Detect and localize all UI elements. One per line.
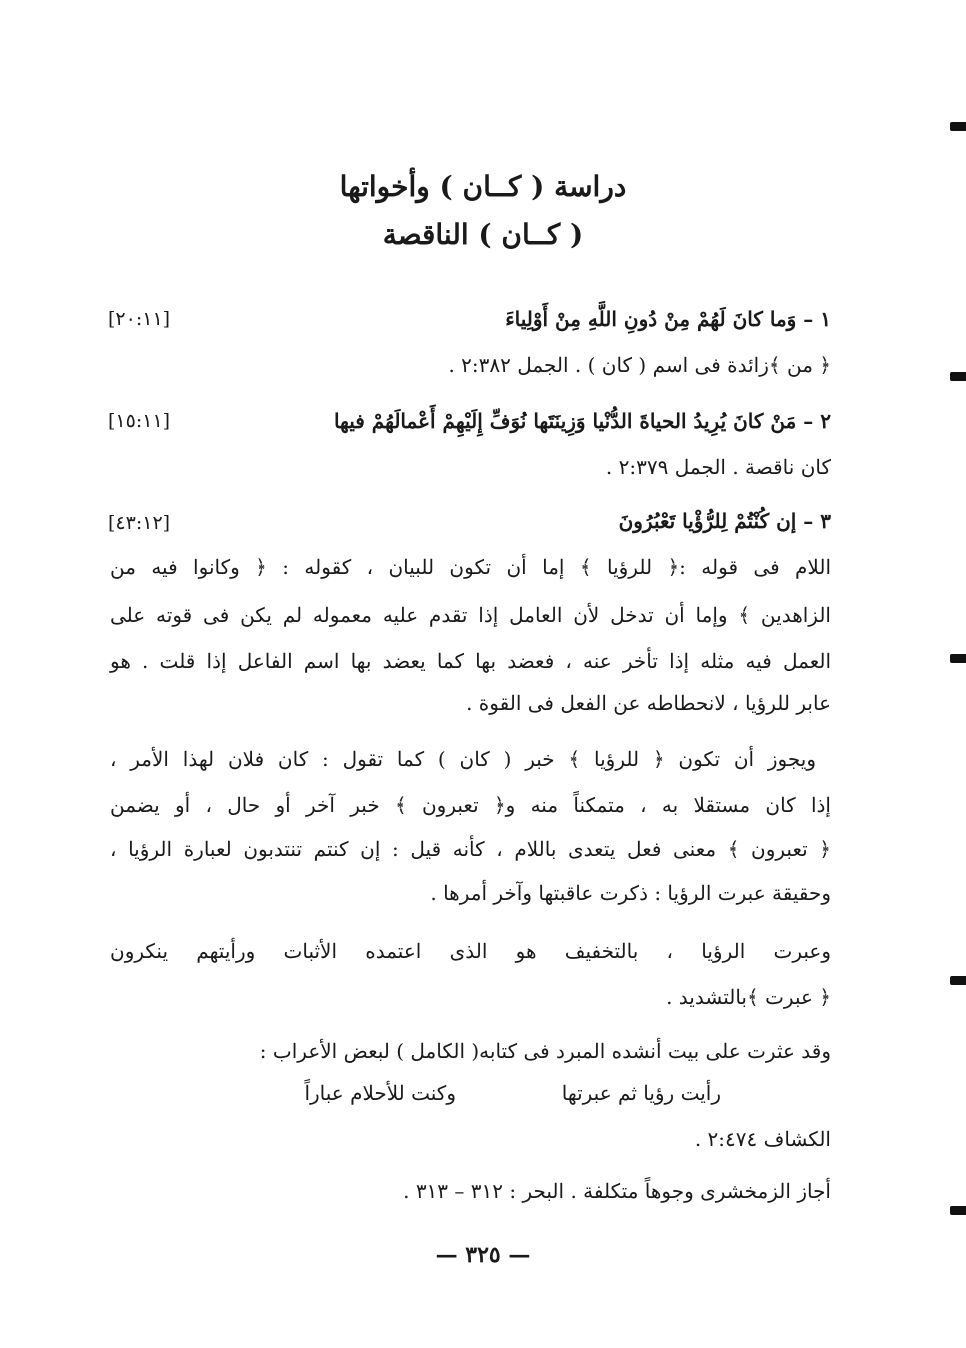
verse-1-note: ﴿ من ﴾زائدة فى اسم ( كان ) . الجمل ٢:٣٨٢ . bbox=[448, 353, 831, 377]
page-title: دراسة ( كــان ) وأخواتها bbox=[339, 170, 627, 203]
verse-1: ١ – وَما كانَ لَهُمْ مِنْ دُونِ اللَّهِ مِنْ أَوْلِياءَ bbox=[505, 307, 831, 331]
poem-hemistich-second: وكنت للأحلام عباراً bbox=[304, 1081, 456, 1105]
paragraph-line: ﴿ عبرت ﴾بالتشديد . bbox=[666, 985, 831, 1009]
paragraph-line: وعبرت الرؤيا ، بالتخفيف هو الذى اعتمده الأثبات ورأيتهم ينكرون bbox=[110, 939, 831, 963]
verse-3-reference: [٤٣:١٢] bbox=[108, 512, 171, 534]
edge-marker bbox=[950, 122, 966, 131]
paragraph-line: الزاهدين ﴾ وإما أن تدخل لأن العامل إذا تقدم عليه معموله لم يكن فى قوته على bbox=[110, 603, 831, 627]
verse-2-reference: [١٥:١١] bbox=[108, 410, 171, 432]
verse-3: ٣ – إن كُنْتُمْ لِلرُّؤْيا تَعْبُرُونَ bbox=[618, 509, 831, 533]
citation: الكشاف ٢:٤٧٤ . bbox=[694, 1127, 831, 1151]
paragraph-line: ﴿ تعبرون ﴾ معنى فعل يتعدى باللام ، كأنه قيل : إن كنتم تنتدبون لعبارة الرؤيا ، bbox=[110, 837, 831, 861]
paragraph-line: اللام فى قوله :﴿ للرؤيا ﴾ إما أن تكون للبيان ، كقوله : ﴿ وكانوا فيه من bbox=[110, 555, 831, 579]
page-subtitle: ( كــان ) الناقصة bbox=[382, 218, 584, 251]
verse-2: ٢ – مَنْ كانَ يُرِيدُ الحياةَ الدُّنْيا وَزِينَتَها نُوَفِّ إِلَيْهِمْ أَعْمالَهُمْ فيها bbox=[333, 409, 831, 433]
paragraph-line: العمل فيه مثله إذا تأخر عنه ، فعضد بها كما يعضد بها اسم الفاعل إذا قلت . هو bbox=[110, 649, 831, 673]
verse-1-reference: [٢٠:١١] bbox=[108, 308, 171, 330]
edge-marker bbox=[950, 654, 966, 663]
poem-hemistich-first: رأيت رؤيا ثم عبرتها bbox=[561, 1081, 721, 1105]
paragraph-line: إذا كان مستقلا به ، متمكناً منه و﴿ تعبرون ﴾ خبر آخر أو حال ، أو يضمن bbox=[110, 793, 831, 817]
paragraph-line: أجاز الزمخشرى وجوهاً متكلفة . البحر : ٣١٢ – ٣١٣ . bbox=[403, 1179, 831, 1203]
paragraph-line: ويجوز أن تكون ﴿ للرؤيا ﴾ خبر ( كان ) كما تقول : كان فلان لهذا الأمر ، bbox=[110, 747, 816, 771]
page-number: — ٣٢٥ — bbox=[435, 1242, 531, 1268]
paragraph-line: وقد عثرت على بيت أنشده المبرد فى كتابه( الكامل ) لبعض الأعراب : bbox=[259, 1039, 831, 1063]
paragraph-line: وحقيقة عبرت الرؤيا : ذكرت عاقبتها وآخر أمرها . bbox=[430, 881, 831, 905]
verse-2-note: كان ناقصة . الجمل ٢:٣٧٩ . bbox=[605, 455, 831, 479]
edge-marker bbox=[950, 1206, 966, 1215]
paragraph-line: عابر للرؤيا ، لانحطاطه عن الفعل فى القوة . bbox=[466, 691, 831, 715]
edge-marker bbox=[950, 372, 966, 381]
edge-marker bbox=[950, 976, 966, 985]
